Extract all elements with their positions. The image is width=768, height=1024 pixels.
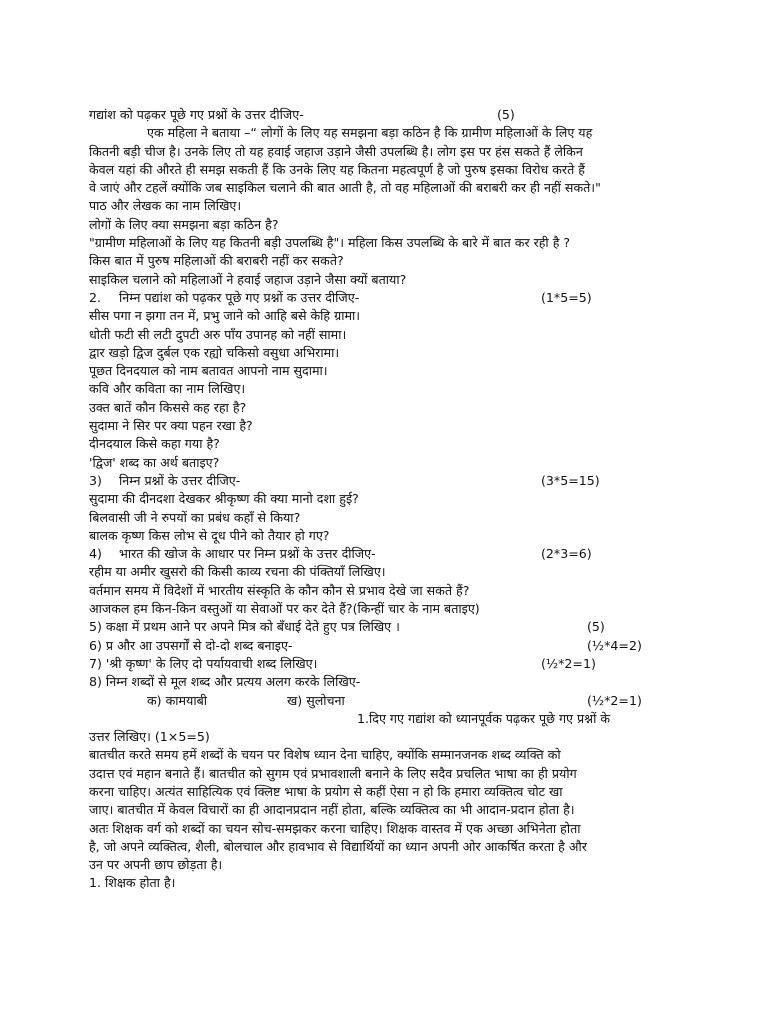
section-1-heading: [89, 106, 749, 124]
line-text: कवि और कविता का नाम लिखिए।: [89, 381, 246, 397]
question-line: [89, 271, 749, 289]
section-6-heading: [89, 637, 749, 655]
line-text: सुदामा ने सिर पर क्या पहन रखा है?: [89, 418, 253, 434]
section-7-heading: [89, 655, 749, 673]
marks: (5): [497, 107, 515, 122]
line-text: आजकल हम किन-किन वस्तुओं या सेवाओं पर कर देते हैं?(किन्हीं चार के नाम बताइए): [89, 601, 480, 617]
passage-line: [89, 838, 749, 856]
marks: (2*3=6): [541, 546, 592, 562]
question-line: [89, 216, 749, 234]
question-line: [89, 197, 749, 215]
option-a: क) कामयाबी: [147, 692, 208, 708]
line-text: पाठ और लेखक का नाम लिखिए।: [89, 198, 242, 214]
passage-line: [89, 179, 749, 197]
word-options-row: [89, 692, 749, 710]
line-text: लोगों के लिए क्या समझना बड़ा कठिन है?: [89, 216, 279, 232]
passage-2-heading-cont: [89, 728, 749, 746]
line-text: 7) 'श्री कृष्ण' के लिए दो पर्यायवाची शब्द लिखिए।: [89, 655, 318, 671]
line-text: वे जाएं और टहलें क्योंकि जब साइकिल चलाने की बात आती है, तो वह महिलाओं की बराबरी कर ही नहीं सकते।": [89, 180, 601, 196]
line-text: उदात्त एवं महान बनाते हैं। बातचीत को सुगम एवं प्रभावशाली बनाने के लिए सदैव प्रचलित भाषा का ही प्रयोग: [89, 765, 577, 781]
line-text: भारत की खोज के आधार पर निम्न प्रश्नों के उत्तर दीजिए-: [119, 546, 376, 562]
line-text: है, जो अपने व्यक्तित्व, शैली, बोलचाल और हावभाव से विद्यार्थियों का ध्यान अपनी ओर आकर्षित करता है और: [89, 838, 587, 854]
line-text: किस बात में पुरुष महिलाओं की बराबरी नहीं कर सकते?: [89, 253, 344, 269]
poem-line: [89, 307, 749, 325]
passage-line: [89, 765, 749, 783]
question-line: [89, 509, 749, 527]
section-number: 3): [89, 472, 102, 488]
question-line: [89, 454, 749, 472]
line-text: 6) प्र और आ उपसर्गों से दो-दो शब्द बनाइए-: [89, 637, 293, 653]
section-4-heading: [89, 545, 749, 563]
marks: (½*2=1): [541, 655, 596, 671]
question-line: [89, 252, 749, 270]
section-8-heading: [89, 673, 749, 691]
line-text: एक महिला ने बताया –“ लोगों के लिए यह समझना बड़ा कठिन है कि ग्रामीण महिलाओं के लिए यह: [147, 125, 593, 141]
line-text: निम्न प्रश्नों के उत्तर दीजिए-: [119, 472, 241, 488]
question-line: [89, 234, 749, 252]
line-text: 1. शिक्षक होता है।: [89, 875, 176, 891]
poem-line: [89, 344, 749, 362]
line-text: रहीम या अमीर खुसरो की किसी काव्य रचना की पंक्तियाँ लिखिए।: [89, 564, 386, 580]
line-text: 'द्विज' शब्द का अर्थ बताइए?: [89, 454, 220, 470]
passage-line: [89, 143, 749, 161]
line-text: साइकिल चलाने को महिलाओं ने हवाई जहाज उड़ाने जैसा क्यों बताया?: [89, 271, 407, 287]
line-text: केवल यहां की औरते ही समझ सकती हैं कि उनके लिए यह कितना महत्वपूर्ण है जो पुरुष इसका विरोध करते हैं: [89, 161, 585, 177]
line-text: "ग्रामीण महिलाओं के लिए यह कितनी बड़ी उपलब्धि है"। महिला किस उपलब्धि के बारे में बात कर रही है ?: [89, 235, 571, 251]
marks: (1*5=5): [541, 289, 592, 305]
line-text: उत्तर लिखिए। (1×5=5): [89, 729, 210, 745]
line-text: बालक कृष्ण किस लोभ से दूध पीने को तैयार हो गए?: [89, 527, 330, 543]
line-text: अतः शिक्षक वर्ग को शब्दों का चयन सोच-समझकर करना चाहिए। शिक्षक वास्तव में एक अच्छा अभिनेता होता: [89, 820, 581, 836]
passage-line: [89, 124, 749, 142]
line-text: द्वार खड़ो द्विज दुर्बल एक रह्यो चकिसो वसुधा अभिरामा।: [89, 344, 340, 360]
marks: (½*4=2): [587, 637, 642, 653]
passage-line: [89, 783, 749, 801]
line-text: निम्न पद्यांश को पढ़कर पूछे गए प्रश्नों क उत्तर दीजिए-: [119, 289, 360, 305]
line-text: 8) निम्न शब्दों से मूल शब्द और प्रत्यय अलग करके लिखिए-: [89, 674, 361, 690]
question-line: [89, 490, 749, 508]
line-text: सीस पगा न झगा तन में, प्रभु जाने को आहि बसे केहि ग्रामा।: [89, 308, 361, 324]
line-text: बिलवासी जी ने रुपयों का प्रबंध कहाँ से किया?: [89, 509, 301, 525]
line-text: 5) कक्षा में प्रथम आने पर अपने मित्र को बँधाई देते हुए पत्र लिखिए ।: [89, 619, 400, 635]
passage-2-heading: [89, 710, 749, 728]
line-text: 1.दिए गए गद्यांश को ध्यानपूर्वक पढ़कर पूछे गए प्रश्नों के: [357, 710, 611, 726]
poem-line: [89, 362, 749, 380]
question-line: [89, 417, 749, 435]
line-text: पूछत दिनदयाल को नाम बतावत आपनो नाम सुदामा।: [89, 363, 328, 379]
passage-line: [89, 820, 749, 838]
section-number: 4): [89, 546, 102, 562]
line-text: गद्यांश को पढ़कर पूछे गए प्रश्नों के उत्तर दीजिए-: [89, 107, 304, 122]
line-text: बातचीत करते समय हमें शब्दों के चयन पर विशेष ध्यान देना चाहिए, क्योंकि सम्मानजनक शब्द व्यक्ति को: [89, 747, 561, 763]
passage-line: [89, 746, 749, 764]
question-line: [89, 380, 749, 398]
question-line: [89, 527, 749, 545]
question-line: [89, 399, 749, 417]
question-line: [89, 582, 749, 600]
marks: (3*5=15): [541, 472, 600, 488]
marks: (5): [587, 619, 605, 635]
passage-line: [89, 161, 749, 179]
section-number: 2.: [89, 289, 102, 305]
line-text: धोती फटी सी लटी दुपटी अरु पाँय उपानह को नहीं सामा।: [89, 326, 347, 342]
section-3-heading: [89, 472, 749, 490]
line-text: करना चाहिए। अत्यंत साहित्यिक एवं क्लिष्ट भाषा के प्रयोग से कहीं ऐसा न हो कि हमारा व्यक्तित्व चोट खा: [89, 783, 563, 799]
line-text: सुदामा की दीनदशा देखकर श्रीकृष्ण की क्या मानो दशा हुई?: [89, 491, 359, 507]
question-line: [89, 600, 749, 618]
passage-line: [89, 856, 749, 874]
passage-line: [89, 801, 749, 819]
document-page: [89, 106, 749, 893]
marks: (½*2=1): [587, 692, 642, 708]
line-text: कितनी बड़ी चीज है। उनके लिए तो यह हवाई जहाज उड़ाने जैसी उपलब्धि है। लोग इस पर हंस सकते हैं लेकिन: [89, 143, 583, 159]
option-b: ख) सुलोचना: [287, 692, 345, 708]
poem-line: [89, 326, 749, 344]
question-line: [89, 874, 749, 892]
question-line: [89, 435, 749, 453]
line-text: उन पर अपनी छाप छोड़ता है।: [89, 857, 223, 873]
line-text: वर्तमान समय में विदेशों में भारतीय संस्कृति के कौन कौन से प्रभाव देखे जा सकते हैं?: [89, 582, 470, 598]
line-text: जाए। बातचीत में केवल विचारों का ही आदानप्रदान नहीं होता, बल्कि व्यक्तित्व का भी आदान-प्रदान होता है।: [89, 802, 575, 818]
question-line: [89, 563, 749, 581]
section-2-heading: [89, 289, 749, 307]
line-text: उक्त बातें कौन किससे कह रहा है?: [89, 399, 247, 415]
section-5-heading: [89, 618, 749, 636]
line-text: दीनदयाल किसे कहा गया है?: [89, 436, 220, 452]
